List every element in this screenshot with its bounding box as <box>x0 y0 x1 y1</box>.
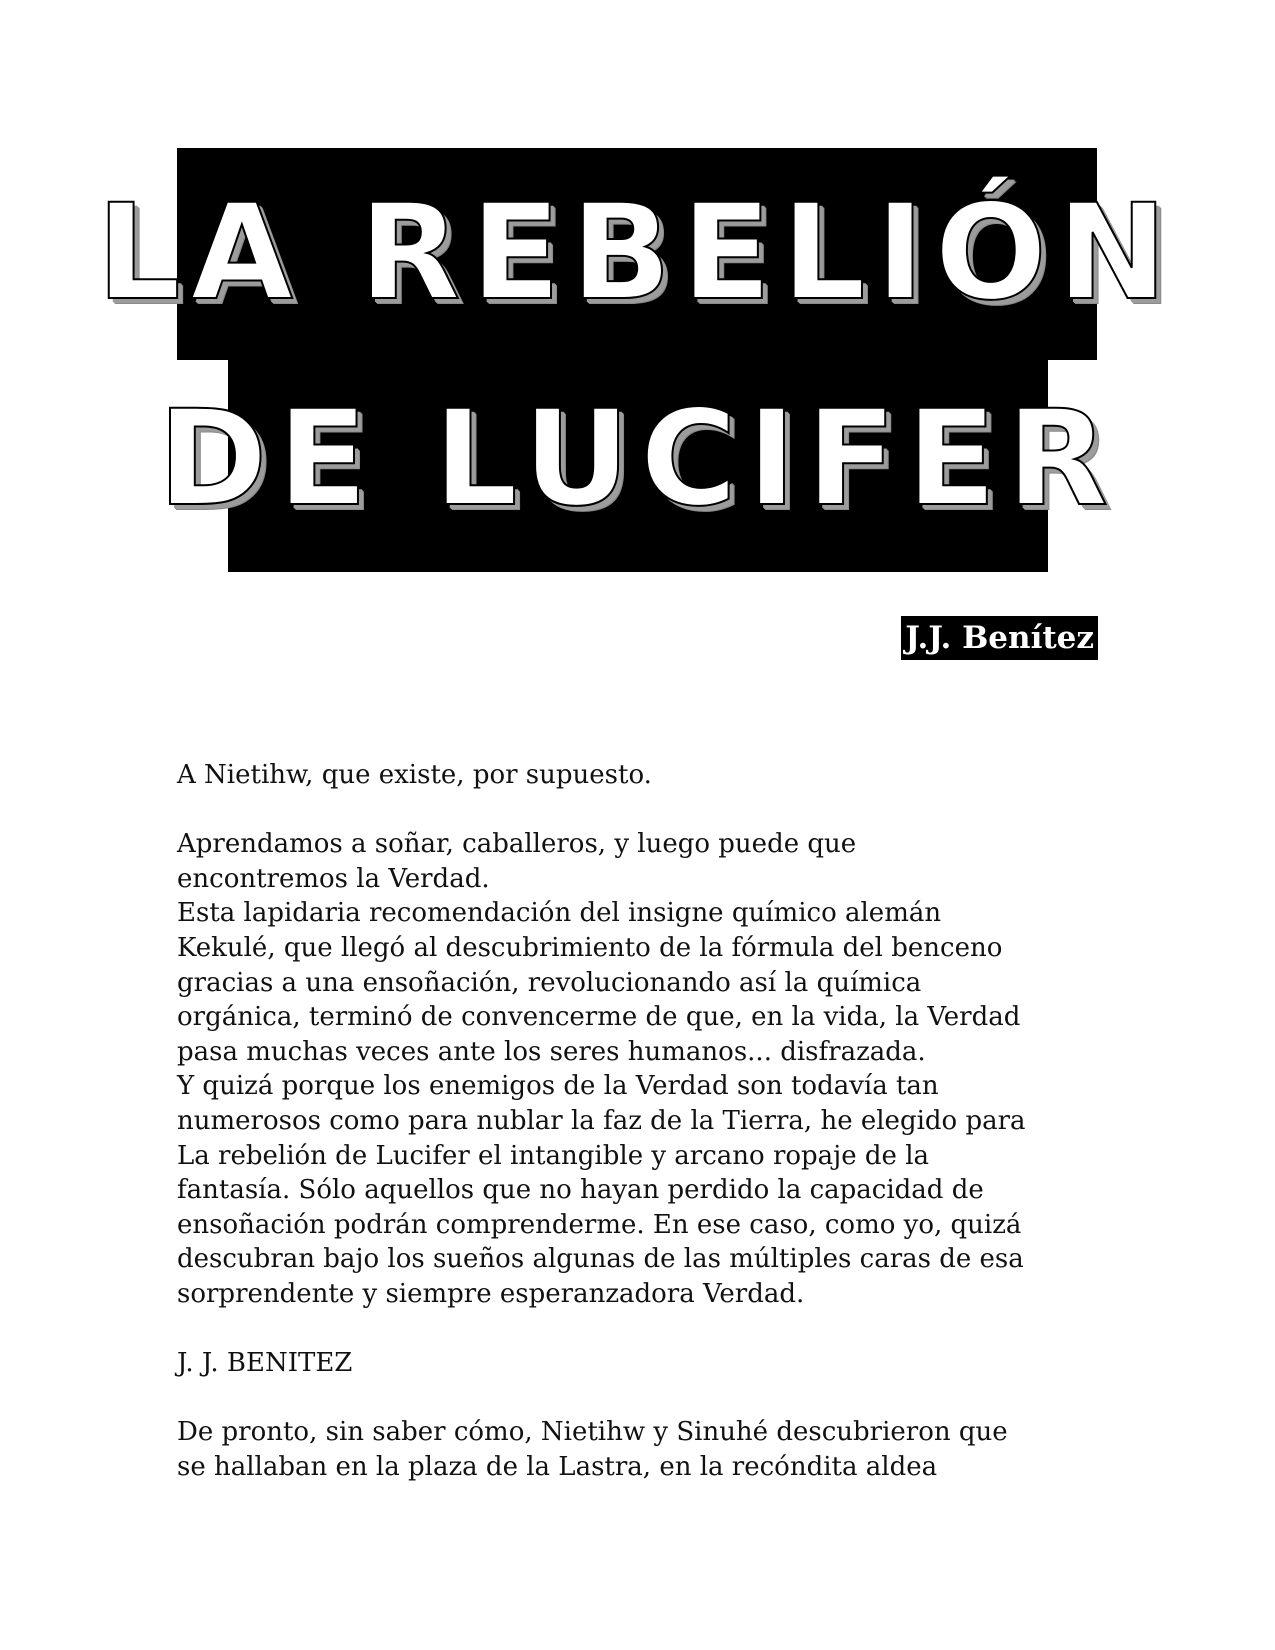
author-name: J.J. Benítez <box>901 616 1098 660</box>
book-title-block <box>0 0 1275 580</box>
preface-line: descubran bajo los sueños algunas de las múltiples caras de esa <box>177 1244 1024 1275</box>
preface-line: numerosos como para nublar la faz de la Tierra, he elegido para <box>177 1105 1026 1136</box>
paragraph-gap <box>177 1312 1107 1347</box>
signature: J. J. BENITEZ <box>177 1348 353 1379</box>
preface-line: La rebelión de Lucifer el intangible y arcano ropaje de la <box>177 1140 930 1171</box>
opening-line: De pronto, sin saber cómo, Nietihw y Sinuhé descubrieron que <box>177 1417 1008 1448</box>
paragraph-gap <box>177 1381 1107 1416</box>
preface-line: Esta lapidaria recomendación del insigne químico alemán <box>177 898 942 929</box>
preface-line: Y quizá porque los enemigos de la Verdad son todavía tan <box>177 1071 939 1102</box>
preface-line: Kekulé, que llegó al descubrimiento de la fórmula del benceno <box>177 932 1003 963</box>
preface-line: encontremos la Verdad. <box>177 863 490 894</box>
preface-line: pasa muchas veces ante los seres humanos... disfrazada. <box>177 1036 926 1067</box>
opening-paragraph <box>177 1415 1107 1484</box>
dedication: A Nietihw, que existe, por supuesto. <box>177 760 652 790</box>
preface-line: fantasía. Sólo aquellos que no hayan perdido la capacidad de <box>177 1175 984 1206</box>
preface <box>177 827 1107 1311</box>
preface-line: gracias a una ensoñación, revolucionando así la química <box>177 967 922 998</box>
opening-line: se hallaban en la plaza de la Lastra, en la recóndita aldea <box>177 1451 938 1482</box>
book-title-line-2: DE LUCIFER <box>228 360 1048 572</box>
preface-line: orgánica, terminó de convencerme de que, en la vida, la Verdad <box>177 1002 1021 1033</box>
document-body <box>177 758 1107 1484</box>
preface-line: ensoñación podrán comprenderme. En ese caso, como yo, quizá <box>177 1209 1022 1240</box>
preface-line: sorprendente y siempre esperanzadora Verdad. <box>177 1278 805 1309</box>
preface-line: Aprendamos a soñar, caballeros, y luego puede que <box>177 829 857 860</box>
paragraph-gap <box>177 793 1107 828</box>
book-title-line-1: LA REBELIÓN <box>177 148 1097 360</box>
